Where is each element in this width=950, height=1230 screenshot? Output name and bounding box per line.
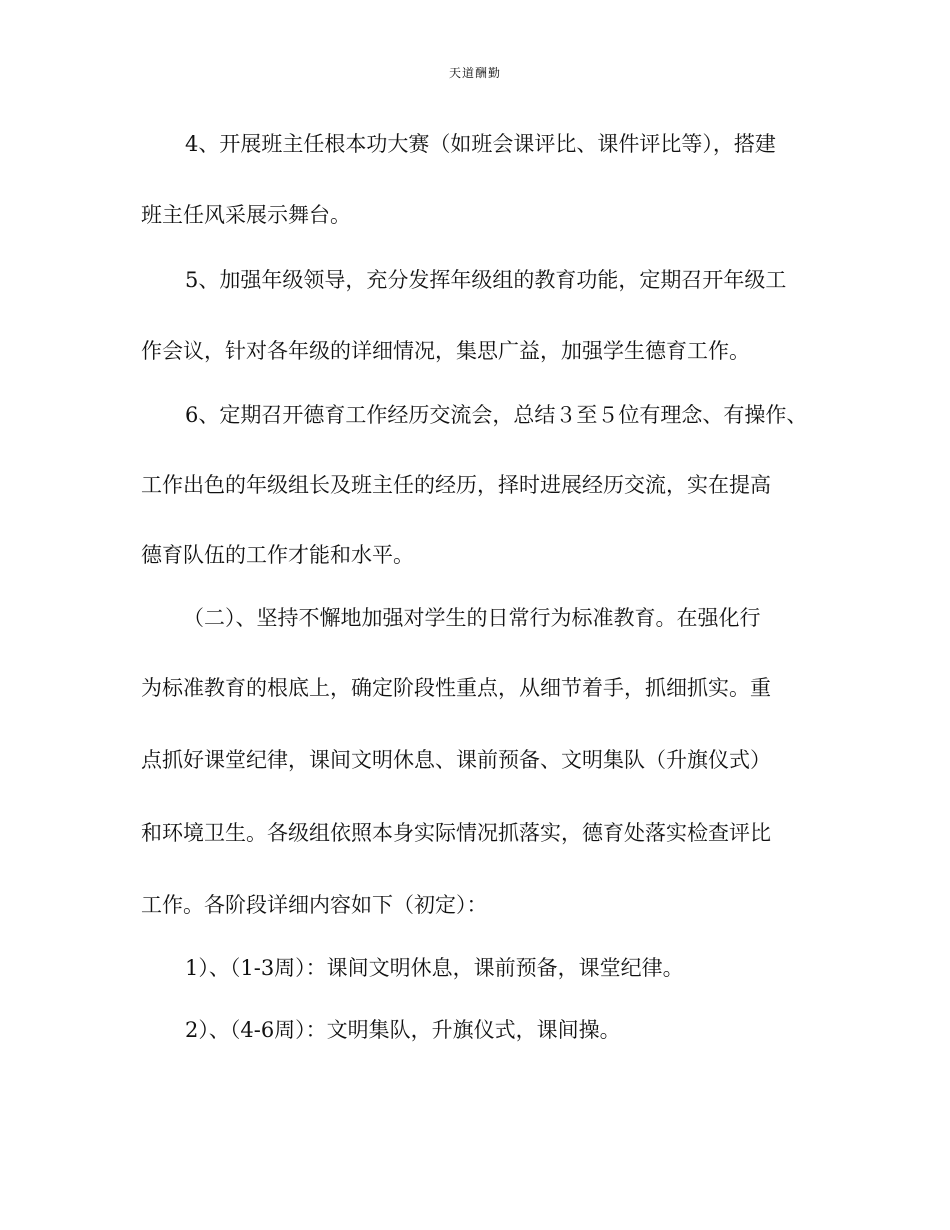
paragraph-line-3: 5、加强年级领导，充分发挥年级组的教育功能，定期召开年级工 bbox=[185, 268, 787, 292]
paragraph-line-12: 工作。各阶段详细内容如下（初定）： bbox=[141, 893, 488, 917]
list-item-2: 2）、（4-6周）：文明集队，升旗仪式，课间操。 bbox=[185, 1018, 621, 1042]
paragraph-line-2: 班主任风采展示舞台。 bbox=[141, 203, 351, 227]
list-item-1: 1）、（1-3周）：课间文明休息，课前预备，课堂纪律。 bbox=[185, 956, 684, 980]
page-header: 天道酬勤 bbox=[448, 66, 501, 80]
paragraph-line-1: 4、开展班主任根本功大赛（如班会课评比、课件评比等），搭建 bbox=[185, 132, 776, 156]
paragraph-line-8: （二）、坚持不懈地加强对学生的日常行为标准教育。在强化行 bbox=[183, 606, 761, 630]
paragraph-line-10: 点抓好课堂纪律，课间文明休息、课前预备、文明集队（升旗仪式） bbox=[141, 748, 771, 772]
paragraph-line-5: 6、定期召开德育工作经历交流会，总结３至５位有理念、有操作、 bbox=[185, 403, 808, 427]
paragraph-line-11: 和环境卫生。各级组依照本身实际情况抓落实，德育处落实检查评比 bbox=[141, 821, 771, 845]
paragraph-line-7: 德育队伍的工作才能和水平。 bbox=[141, 543, 414, 567]
paragraph-line-9: 为标准教育的根底上，确定阶段性重点，从细节着手，抓细抓实。重 bbox=[141, 676, 771, 700]
paragraph-line-4: 作会议，针对各年级的详细情况，集思广益，加强学生德育工作。 bbox=[141, 339, 750, 363]
paragraph-line-6: 工作出色的年级组长及班主任的经历，择时进展经历交流，实在提高 bbox=[141, 473, 771, 497]
